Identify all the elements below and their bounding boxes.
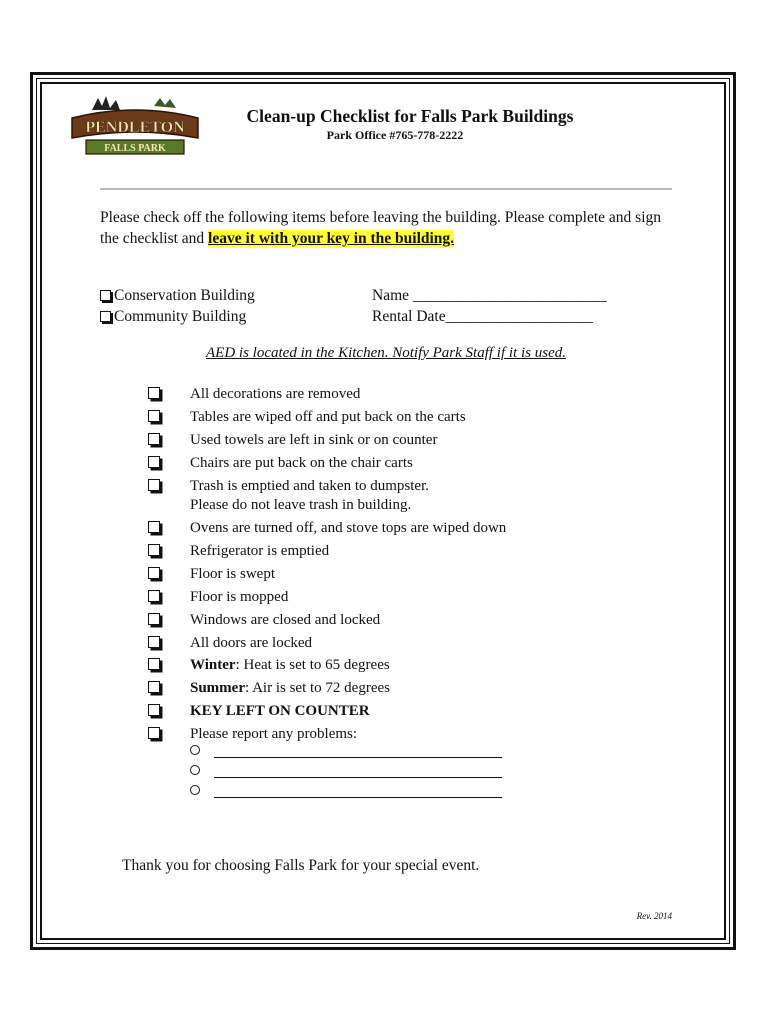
key-left-label: KEY LEFT ON COUNTER	[190, 703, 370, 719]
checklist-item-text: Used towels are left in sink or on counter	[190, 432, 438, 448]
name-blank[interactable]: _________________________	[412, 287, 607, 304]
revision-note: Rev. 2014	[636, 911, 672, 921]
aed-notice: AED is located in the Kitchen. Notify Park Staff if it is used.	[206, 345, 566, 361]
checkbox-icon[interactable]	[148, 590, 160, 602]
name-field[interactable]	[372, 285, 607, 306]
checkbox-icon[interactable]	[148, 613, 160, 625]
pendleton-falls-park-logo	[70, 96, 200, 158]
checklist-item-text: Floor is swept	[190, 566, 276, 582]
checkbox-icon[interactable]	[100, 290, 111, 301]
checklist-item-text: All doors are locked	[190, 635, 313, 651]
building-option-community[interactable]	[100, 306, 246, 327]
circle-bullet-icon	[190, 745, 200, 755]
checklist-item-text: Tables are wiped off and put back on the carts	[190, 409, 466, 425]
checkbox-icon[interactable]	[148, 387, 160, 399]
name-label: Name	[372, 287, 410, 304]
checkbox-icon[interactable]	[148, 567, 160, 579]
checkbox-icon[interactable]	[148, 456, 160, 468]
checkbox-icon[interactable]	[148, 544, 160, 556]
checkbox-icon[interactable]	[148, 479, 160, 491]
checkbox-icon[interactable]	[148, 636, 160, 648]
checklist-item-text: Ovens are turned off, and stove tops are wiped down	[190, 520, 507, 536]
divider	[100, 188, 672, 190]
park-office-phone: Park Office #765-778-2222	[326, 128, 464, 142]
building-option-conservation[interactable]	[100, 285, 255, 306]
building-label: Community Building	[114, 308, 247, 325]
thank-you-text: Thank you for choosing Falls Park for your special event.	[122, 857, 480, 874]
circle-bullet-icon	[190, 765, 200, 775]
checkbox-icon[interactable]	[148, 521, 160, 533]
checklist-item-text: Please report any problems:	[190, 726, 358, 742]
season-text: : Air is set to 72 degrees	[245, 680, 390, 696]
season-text: : Heat is set to 65 degrees	[235, 657, 390, 673]
intro-paragraph	[100, 207, 680, 249]
checklist-item-text: Refrigerator is emptied	[190, 543, 330, 559]
checkbox-icon[interactable]	[148, 410, 160, 422]
circle-bullet-icon	[190, 785, 200, 795]
checklist-item-text: Windows are closed and locked	[190, 612, 381, 628]
checkbox-icon[interactable]	[148, 681, 160, 693]
checkbox-icon[interactable]	[148, 704, 160, 716]
logo-top-text: PENDLETON	[85, 119, 185, 136]
checkbox-icon[interactable]	[100, 311, 111, 322]
rental-date-label: Rental Date	[372, 308, 446, 325]
intro-text: Please check off the following items before leaving the building. Please complete and sign the checklist and	[100, 209, 662, 247]
rental-date-field[interactable]	[372, 306, 593, 327]
checklist-item-text: Chairs are put back on the chair carts	[190, 455, 413, 471]
problem-line[interactable]	[190, 745, 510, 761]
blank-line[interactable]	[214, 765, 502, 778]
checklist-item-text	[190, 702, 370, 721]
checklist-item-text	[190, 656, 390, 675]
checkbox-icon[interactable]	[148, 433, 160, 445]
checkbox-icon[interactable]	[148, 727, 160, 739]
season-label: Winter	[190, 657, 236, 673]
intro-highlight: leave it with your key in the building.	[208, 230, 455, 247]
checklist-item-text: All decorations are removed	[190, 386, 361, 402]
building-label: Conservation Building	[114, 287, 255, 304]
problem-line[interactable]	[190, 785, 510, 801]
logo-bottom-text: FALLS PARK	[104, 143, 166, 154]
blank-line[interactable]	[214, 785, 502, 798]
checklist-item-subtext: Please do not leave trash in building.	[190, 497, 412, 513]
checklist-item-text: Trash is emptied and taken to dumpster.	[190, 478, 430, 494]
blank-line[interactable]	[214, 745, 502, 758]
problem-line[interactable]	[190, 765, 510, 781]
checklist-item-text	[190, 679, 390, 698]
rental-date-blank[interactable]: ___________________	[445, 308, 593, 325]
checkbox-icon[interactable]	[148, 658, 160, 670]
page-title: Clean-up Checklist for Falls Park Buildings	[246, 106, 574, 126]
season-label: Summer	[190, 680, 245, 696]
checklist-item-text: Floor is mopped	[190, 589, 289, 605]
